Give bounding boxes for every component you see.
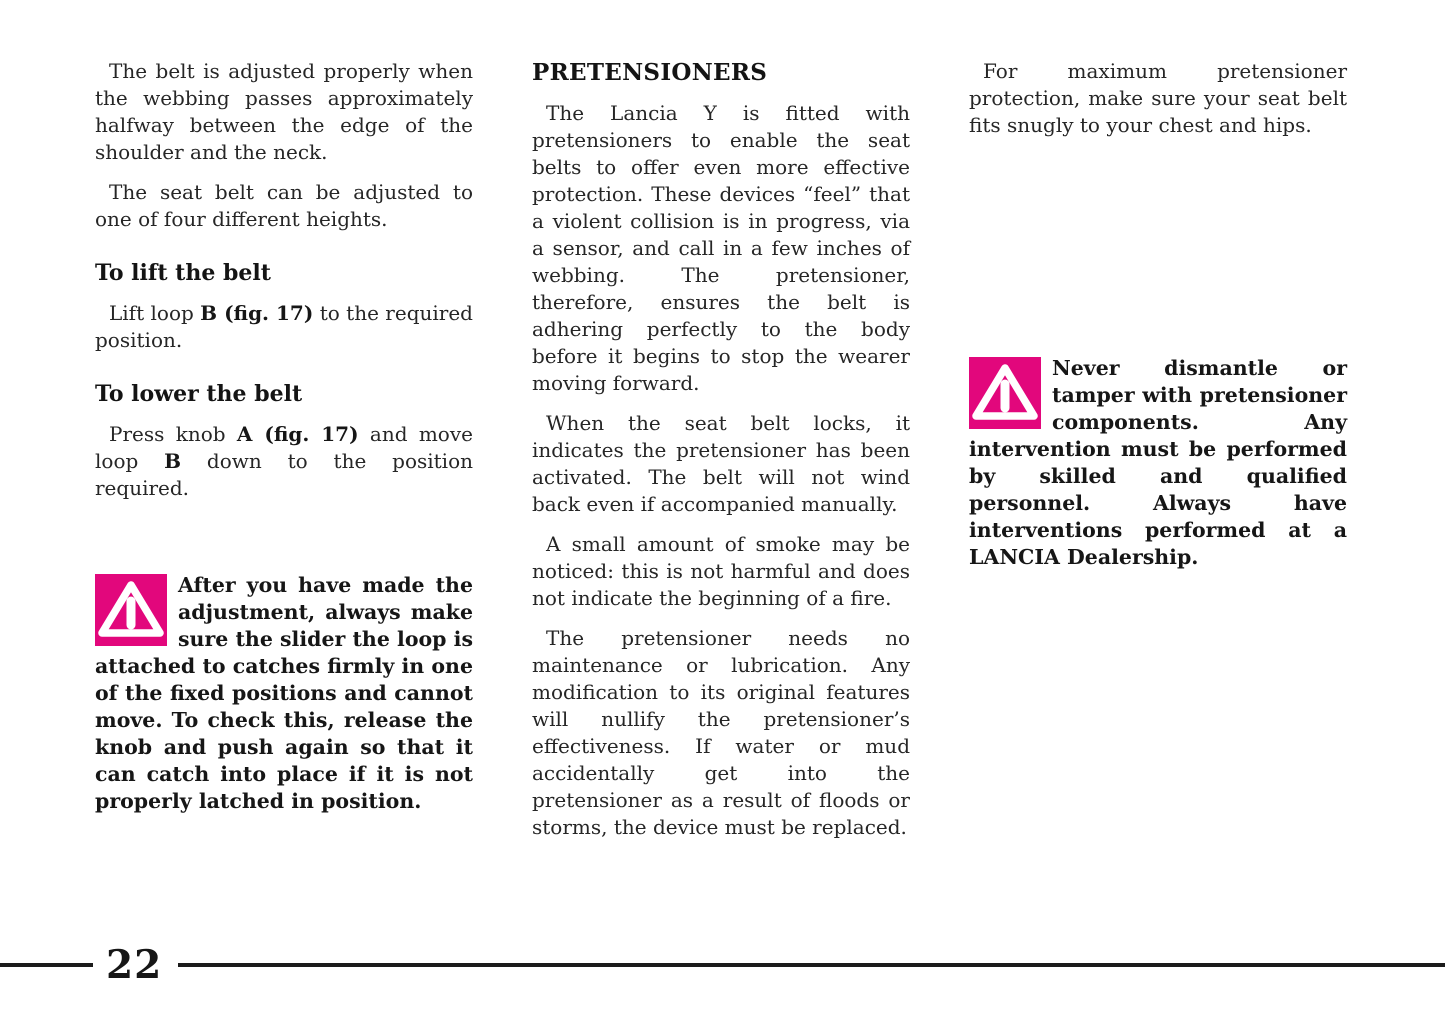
footer: [0, 941, 1445, 989]
column-right: [969, 58, 1347, 854]
paragraph-max-protection: For maximum pretensioner protection, make sure your seat belt fits snugly to your chest and hips.: [969, 59, 1347, 137]
pretensioners-heading: PRETENSIONERS: [532, 59, 768, 86]
column-left: [95, 58, 473, 854]
paragraph-smoke: A small amount of smoke may be noticed: this is not harmful and does not indicate the beginning of a fire.: [532, 532, 910, 610]
warning-triangle-icon: [95, 574, 167, 646]
footer-rule-right: [178, 963, 1445, 967]
warning-box-dismantle: [969, 355, 1347, 571]
page-number: 22: [106, 941, 163, 988]
warning-text: After you have made the adjustment, always make sure the slider the loop is attached to catches firmly in one of the fixed positions and cannot move. To check this, release the knob and push again so that it can catch into place if it is not properly latched in position.: [95, 573, 473, 813]
paragraph-press-knob: Press knob A (fig. 17) and move loop B down to the position required.: [95, 422, 473, 500]
paragraph-four-heights: The seat belt can be adjusted to one of four different heights.: [95, 180, 473, 231]
warning-box-adjustment: [95, 572, 473, 815]
warning-text: Never dismantle or tamper with pretensioner components. Any intervention must be performed by skilled and qualified personnel. Always have interventions performed at a LANCIA Dealership.: [969, 356, 1347, 569]
section-heading-lift-belt: To lift the belt: [95, 260, 271, 286]
footer-rule-left: [0, 963, 93, 967]
section-heading-lower-belt: To lower the belt: [95, 381, 303, 407]
text-columns: [95, 58, 1347, 854]
paragraph-maintenance: The pretensioner needs no maintenance or lubrication. Any modification to its original features will nullify the pretensioner’s effectiveness. If water or mud accidentally get into the pretensioner as a result of floods or storms, the device must be replaced.: [532, 626, 910, 839]
warning-triangle-icon: [969, 357, 1041, 429]
paragraph-pretensioners-intro: The Lancia Y is fitted with pretensioners to enable the seat belts to offer even more effective protection. These devices “feel” that a violent collision is in progress, via a sensor, and call in a few inches of webbing. The pretensioner, therefore, ensures the belt is adhering perfectly to the body before it begins to stop the wearer moving forward.: [532, 101, 910, 395]
paragraph-lift-loop: Lift loop B (fig. 17) to the required position.: [95, 301, 473, 352]
paragraph-belt-locks: When the seat belt locks, it indicates the pretensioner has been activated. The belt will not wind back even if accompanied manually.: [532, 411, 910, 516]
column-center: [532, 58, 910, 854]
paragraph-belt-adjusted: The belt is adjusted properly when the webbing passes approximately halfway between the edge of the shoulder and the neck.: [95, 59, 473, 164]
